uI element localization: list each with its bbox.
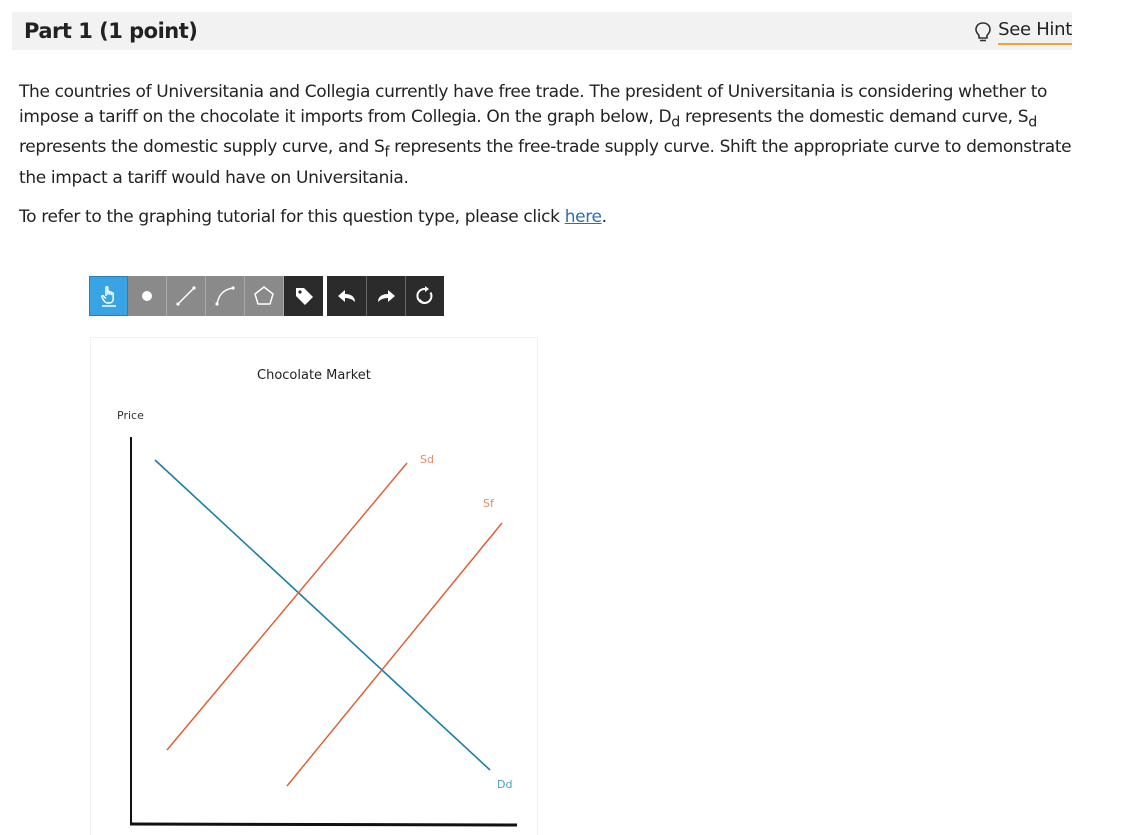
tutorial-prefix: To refer to the graphing tutorial for this question type, please click — [19, 207, 565, 227]
part-title: Part 1 (1 point) — [24, 19, 198, 43]
tutorial-suffix: . — [601, 207, 607, 227]
question-text-part1: The countries of Universitania and Collegia currently have free trade. The president of Universitania is considering whether to impose a tariff on the chocolate it imports from Collegia. On the graph below, D — [19, 82, 1048, 127]
dd-label: Dd — [497, 778, 513, 791]
y-axis-label: Price — [117, 409, 144, 422]
free-trade-subscript: f — [384, 144, 390, 161]
tutorial-link[interactable]: here — [564, 207, 602, 227]
sf-label: Sf — [483, 497, 494, 510]
supply-subscript: d — [1028, 114, 1037, 131]
sd-label: Sd — [420, 453, 434, 466]
question-text-part2: represents the domestic demand curve, S — [679, 107, 1029, 127]
see-hint-label: See Hint — [998, 19, 1072, 45]
x-axis — [130, 824, 517, 825]
question-text-part4: represents the free-trade supply curve. Shift the appropriate curve to demonstrate the impact a tariff would have on Universitania. — [19, 137, 1072, 188]
demand-curve-dd[interactable] — [155, 460, 490, 770]
demand-subscript: d — [671, 114, 680, 131]
question-text-part3: represents the domestic supply curve, and S — [19, 137, 385, 158]
graph-title: Chocolate Market — [257, 368, 371, 383]
domestic-supply-curve-sd[interactable] — [167, 463, 407, 750]
free-trade-supply-curve-sf[interactable] — [287, 523, 502, 786]
